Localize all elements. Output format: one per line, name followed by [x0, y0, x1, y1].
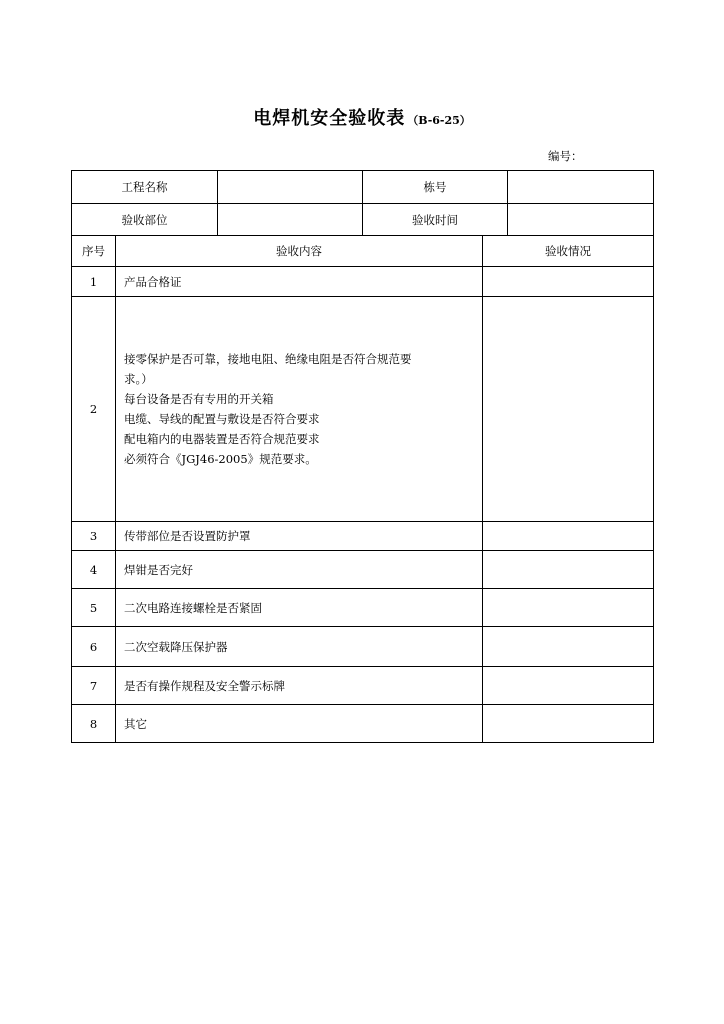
- row-seq: 4: [72, 551, 116, 589]
- row-seq: 2: [72, 297, 116, 522]
- accept-time-field[interactable]: [508, 204, 654, 236]
- content-header: 验收内容: [116, 236, 483, 267]
- project-name-label: 工程名称: [72, 171, 218, 204]
- accept-time-label: 验收时间: [363, 204, 508, 236]
- table-row: [72, 297, 654, 522]
- row-status-field[interactable]: [483, 551, 654, 589]
- row-content: [116, 297, 483, 522]
- page-title: [0, 104, 724, 130]
- row-status-field[interactable]: [483, 522, 654, 551]
- row-seq: 8: [72, 705, 116, 743]
- building-no-label: 栋号: [363, 171, 508, 204]
- row-content: 其它: [116, 705, 483, 743]
- table-row: [72, 627, 654, 667]
- row-status-field[interactable]: [483, 667, 654, 705]
- number-label: 编号：: [548, 149, 583, 163]
- title-code: （B-6-25）: [407, 114, 471, 127]
- status-header: 验收情况: [483, 236, 654, 267]
- table-row: [72, 589, 654, 627]
- header-row-project: [72, 171, 654, 204]
- row-content: 焊钳是否完好: [116, 551, 483, 589]
- content-line: 电缆、导线的配置与敷设是否符合要求: [124, 412, 320, 426]
- content-line: 配电箱内的电器装置是否符合规范要求: [124, 432, 320, 446]
- row-content: 产品合格证: [116, 267, 483, 297]
- row-status-field[interactable]: [483, 267, 654, 297]
- header-row-accept: [72, 204, 654, 236]
- accept-dept-label: 验收部位: [72, 204, 218, 236]
- row-content: 二次空载降压保护器: [116, 627, 483, 667]
- row-seq: 1: [72, 267, 116, 297]
- table-row: [72, 551, 654, 589]
- table-row: [72, 267, 654, 297]
- row-content: 是否有操作规程及安全警示标牌: [116, 667, 483, 705]
- content-line: 必须符合《JGJ46-2005》规范要求。: [124, 452, 317, 466]
- title-main: 电焊机安全验收表: [253, 108, 406, 129]
- table-row: [72, 522, 654, 551]
- row-seq: 5: [72, 589, 116, 627]
- row-seq: 7: [72, 667, 116, 705]
- row-status-field[interactable]: [483, 297, 654, 522]
- row-seq: 6: [72, 627, 116, 667]
- content-line: 每台设备是否有专用的开关箱: [124, 392, 274, 406]
- row-content: 二次电路连接螺栓是否紧固: [116, 589, 483, 627]
- seq-header: 序号: [72, 236, 116, 267]
- row-status-field[interactable]: [483, 627, 654, 667]
- column-header-row: [72, 236, 654, 267]
- acceptance-table: [71, 170, 654, 743]
- row-status-field[interactable]: [483, 705, 654, 743]
- row-seq: 3: [72, 522, 116, 551]
- table-row: [72, 705, 654, 743]
- row-content: 传带部位是否设置防护罩: [116, 522, 483, 551]
- content-line: 求。）: [124, 372, 153, 386]
- row-status-field[interactable]: [483, 589, 654, 627]
- table-row: [72, 667, 654, 705]
- accept-dept-field[interactable]: [218, 204, 363, 236]
- content-line: 接零保护是否可靠，接地电阻、绝缘电阻是否符合规范要: [124, 352, 412, 366]
- project-name-field[interactable]: [218, 171, 363, 204]
- building-no-field[interactable]: [508, 171, 654, 204]
